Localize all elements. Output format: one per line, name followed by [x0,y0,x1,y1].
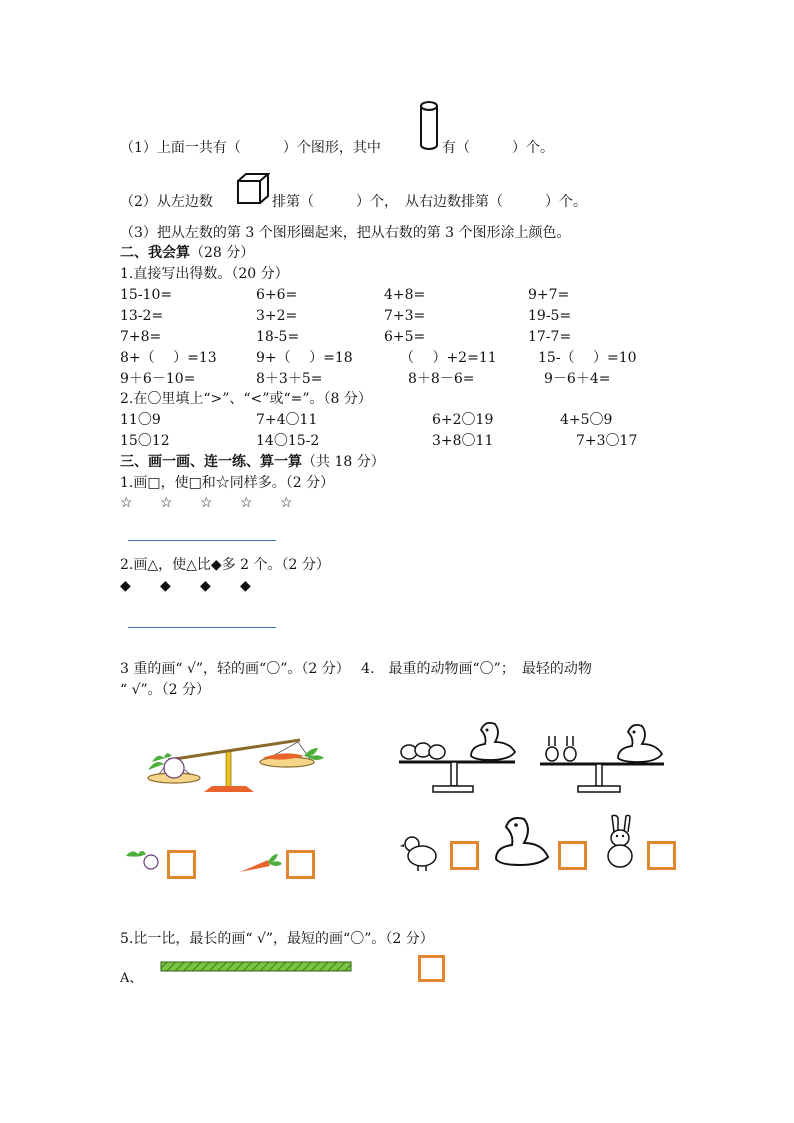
calc-cell: 4+8= [384,287,426,303]
answer-box[interactable] [450,841,479,870]
section2-heading [120,244,254,262]
compare-title: 2.在〇里填上“>”、“<”或“=”。（8 分） [120,391,372,407]
calc-cell: 7+3= [384,308,426,324]
calc-cell: 6+6= [256,287,298,303]
compare-cell: 6+2〇19 [432,412,494,428]
compare-cell: 15〇12 [120,433,170,449]
direct-calc-title: 1.直接写出得数。（20 分） [120,266,289,282]
answer-box[interactable] [418,955,445,982]
calc-cell: 19-5= [528,308,572,324]
diamond-icon: ◆ [240,578,251,594]
calc-cell: 9＋6－10= [120,371,196,387]
section2-heading-title: 二、我会算 [120,245,190,261]
diamond-icon: ◆ [120,578,131,594]
cube-icon [236,172,270,206]
star-icon: ☆ [120,495,133,511]
compare-cell: 11〇9 [120,412,161,428]
weight-question-line2: “ √”。（2 分） [120,682,211,698]
radish-icon [124,848,164,872]
calc-cell: 13-2= [120,308,164,324]
star-icon: ☆ [160,495,173,511]
long-stick-illustration [160,960,354,974]
calc-cell: 7+8= [120,329,162,345]
diamond-icon: ◆ [160,578,171,594]
answer-box[interactable] [647,841,676,870]
rabbit-icon [600,814,640,870]
answer-box[interactable] [167,850,196,879]
q2-text-a: （2）从左边数 [120,194,213,210]
section3-heading-title: 三、画一画、连一练、算一算 [120,454,302,470]
star-icon: ☆ [240,495,253,511]
answer-line[interactable] [128,627,276,628]
seesaw-rabbits-duck-illustration [536,718,670,794]
calc-cell: 15-（ ）=10 [538,350,637,366]
calc-cell: （ ）+2=11 [400,350,497,366]
q1-text-a: （1）上面一共有（ ）个图形，其中 [120,140,381,156]
compare-length-title: 5.比一比，最长的画“ √”，最短的画“〇”。（2 分） [120,931,434,947]
compare-cell: 7+4〇11 [256,412,318,428]
star-icon: ☆ [280,495,293,511]
calc-cell: 3+2= [256,308,298,324]
section3-heading-points: （共 18 分） [302,454,385,470]
calc-cell: 8＋8－6= [408,371,475,387]
calc-cell: 8+（ ）=13 [120,350,217,366]
calc-cell: 9－6＋4= [544,371,611,387]
star-icon: ☆ [200,495,213,511]
carrot-icon [238,852,284,876]
compare-cell: 7+3〇17 [576,433,638,449]
calc-cell: 17-7= [528,329,572,345]
answer-box[interactable] [286,850,315,879]
seesaw-chicks-duck-illustration [395,718,520,794]
calc-cell: 15-10= [120,287,173,303]
answer-line[interactable] [128,540,276,541]
answer-box[interactable] [558,841,587,870]
calc-cell: 18-5= [256,329,300,345]
compare-cell: 3+8〇11 [432,433,494,449]
section2-heading-points: （28 分） [190,245,255,261]
compare-cell: 4+5〇9 [560,412,613,428]
duck-icon [490,815,550,869]
q1-text-b: 有（ ）个。 [442,140,554,156]
weight-question-line1: 3 重的画“ √”，轻的画“〇”。（2 分） 4. 最重的动物画“〇”； 最轻的动物 [120,661,592,677]
diamond-icon: ◆ [200,578,211,594]
compare-cell: 14〇15-2 [256,433,320,449]
chick-icon [400,832,440,872]
section3-heading [120,453,385,471]
q2-text-b: 排第（ ）个， 从右边数排第（ ）个。 [272,194,587,210]
cylinder-icon [418,100,440,152]
draw-square-title: 1.画□，使□和☆同样多。（2 分） [120,475,335,491]
balance-scale-illustration [140,730,325,796]
calc-cell: 9+7= [528,287,570,303]
q3-text: （3）把从左数的第 3 个图形圈起来，把从右数的第 3 个图形涂上颜色。 [120,225,571,241]
draw-triangle-title: 2.画△，使△比◆多 2 个。（2 分） [120,557,330,573]
calc-cell: 6+5= [384,329,426,345]
option-label-a: A、 [120,971,143,986]
calc-cell: 9+（ ）=18 [256,350,353,366]
calc-cell: 8＋3＋5= [256,371,323,387]
